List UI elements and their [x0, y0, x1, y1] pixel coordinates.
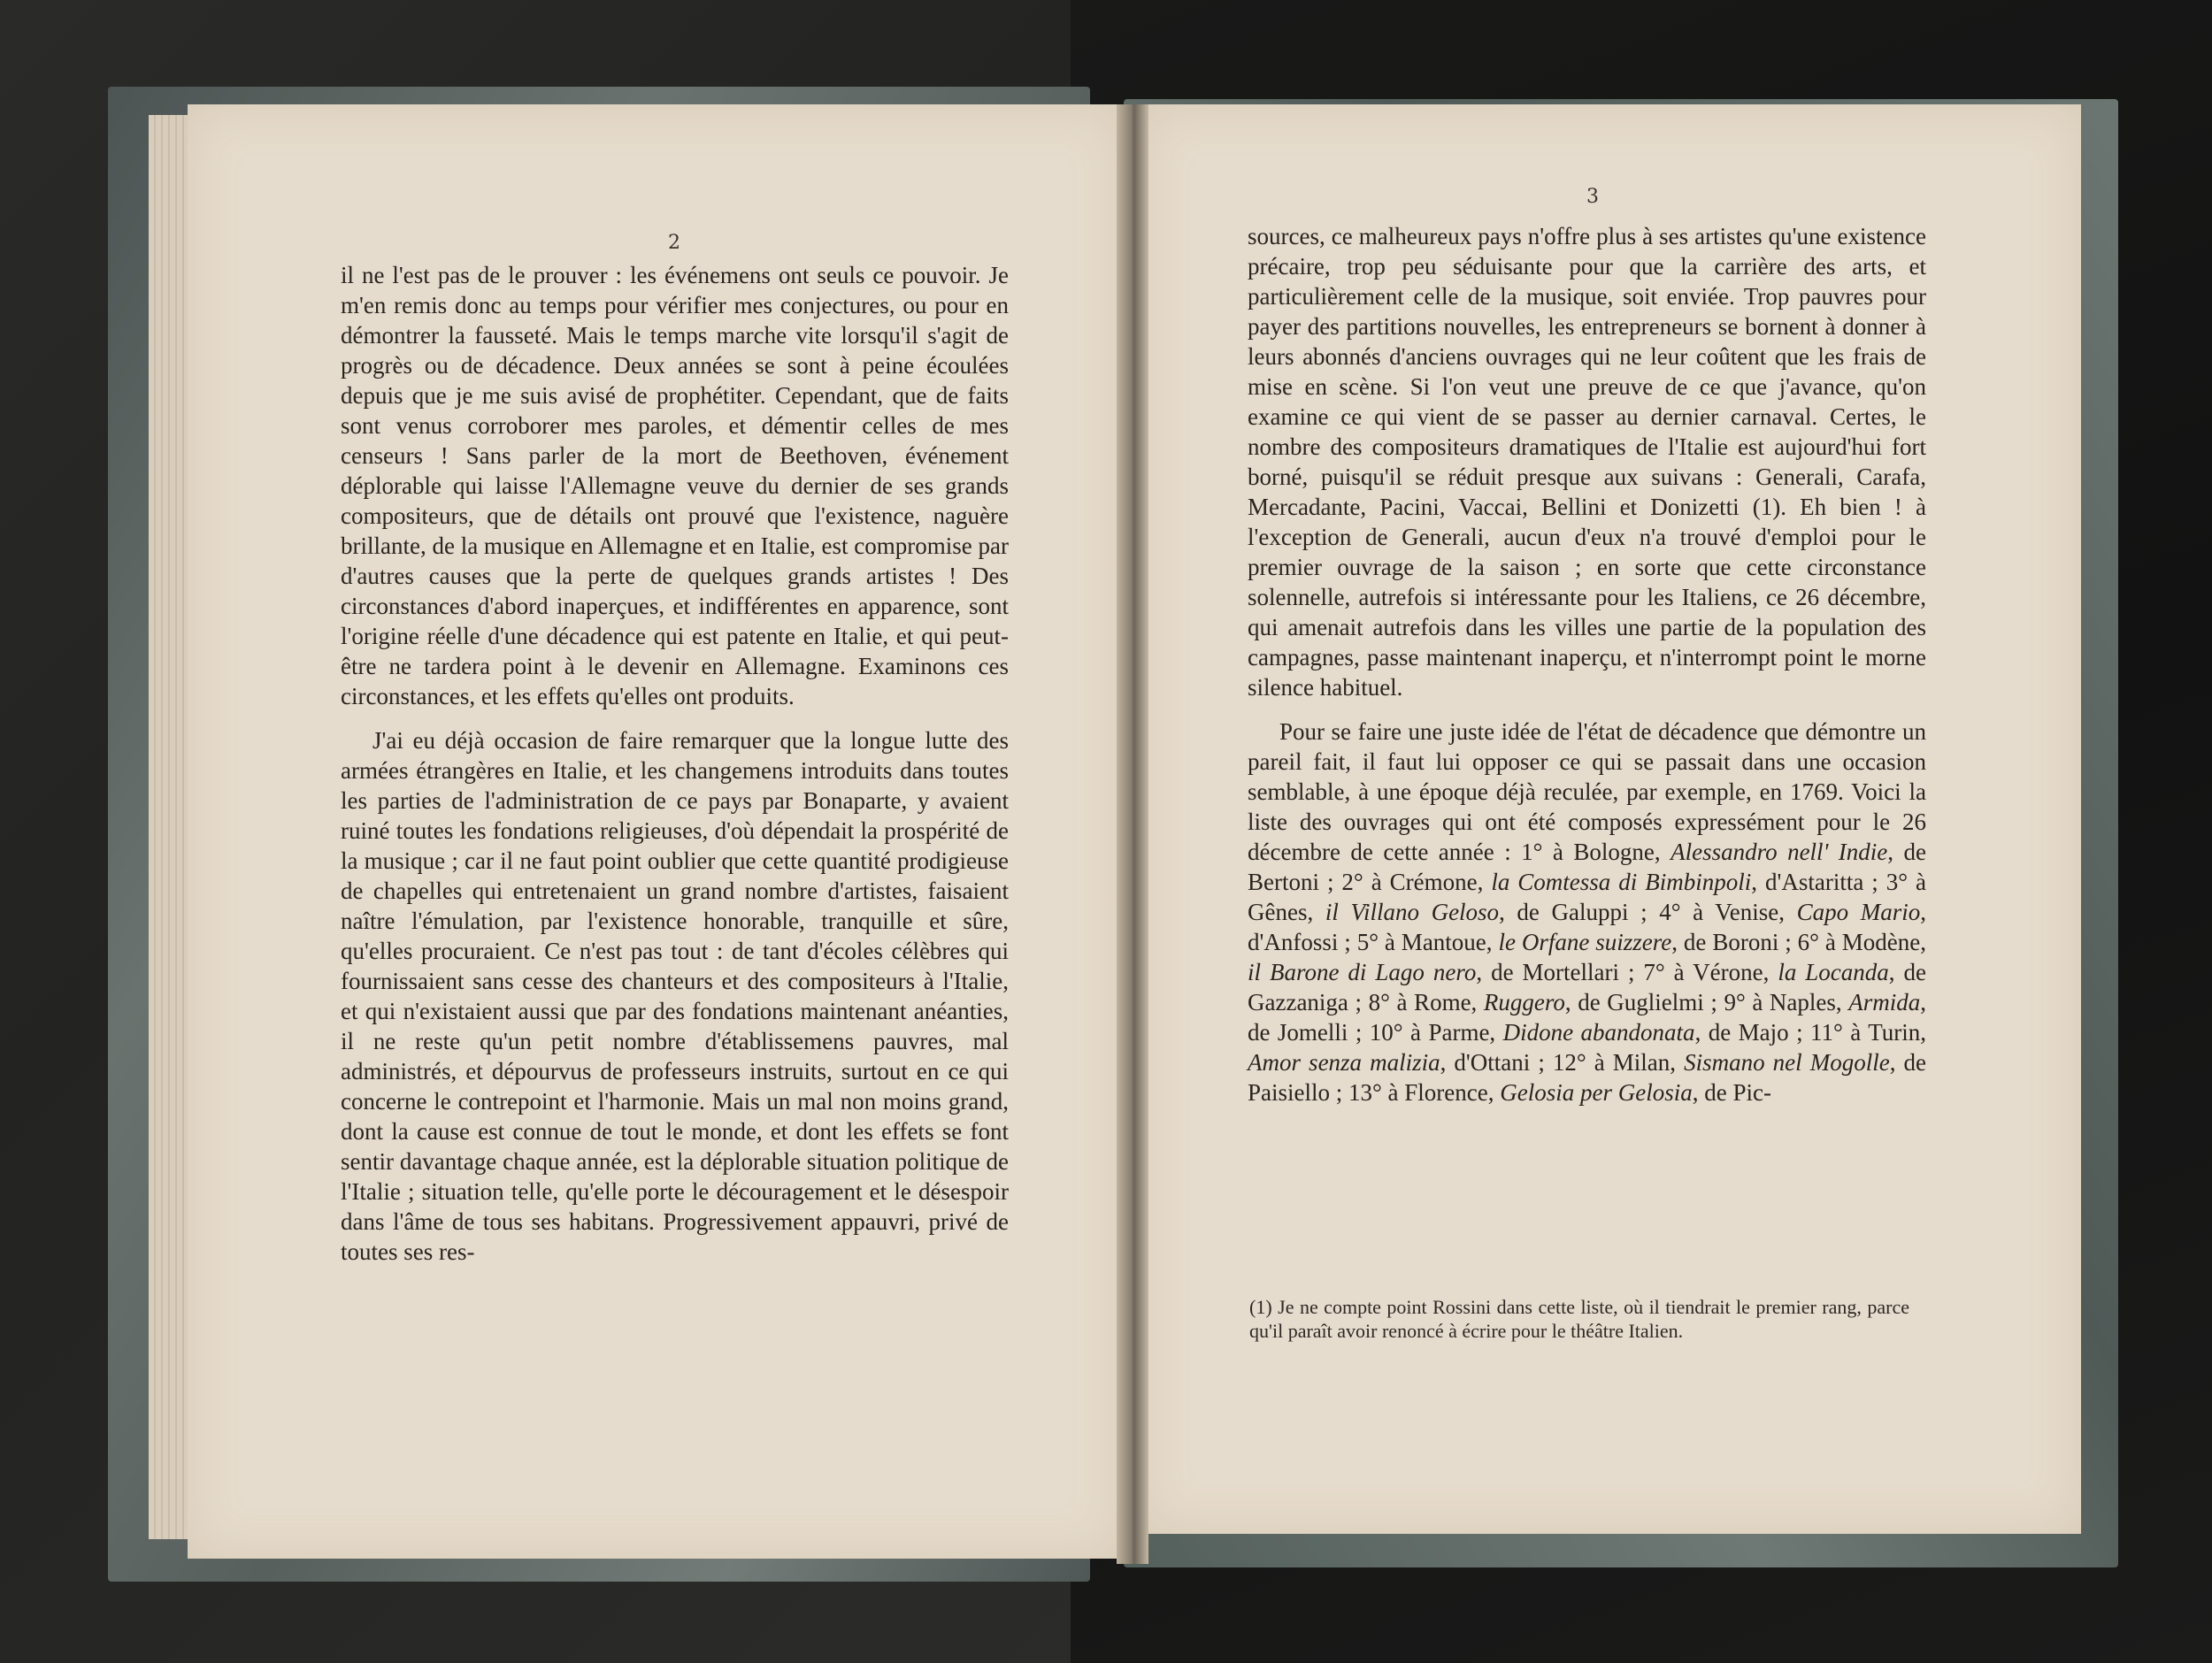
- opera-title: la Locanda: [1778, 959, 1889, 985]
- left-paragraph-1: il ne l'est pas de le prouver : les événemens ont seuls ce pouvoir. Je m'en remis donc au temps pour vérifier mes conjectures, ou pour en démontrer la fausseté. Mais le temps marche vite lorsqu'il s'agit de progrès ou de décadence. Deux années se sont à peine écoulées depuis que je me suis avisé de prophétiter. Cependant, que de faits sont venus corroborer mes paroles, et démentir celles de mes censeurs ! Sans parler de la mort de Beethoven, événement déplorable qui laisse l'Allemagne veuve du dernier de ses grands compositeurs, que de détails ont prouvé que l'existence, naguère brillante, de la musique en Allemagne et en Italie, est compromise par d'autres causes que la perte de quelques grands artistes ! Des circonstances d'abord inaperçues, et indifférentes en apparence, sont l'origine réelle d'une décadence qui est patente en Italie, et qui peut-être ne tardera point à le devenir en Allemagne. Examinons ces circonstances, et les effets qu'elles ont produits.: [341, 262, 1009, 709]
- opera-title: Sismano nel Mogolle: [1684, 1049, 1890, 1076]
- right-page-number: 3: [1586, 186, 1599, 208]
- text-run: , d'Astaritta ; 3° à Gênes,: [1248, 869, 1926, 925]
- page-edges: [149, 115, 193, 1539]
- opera-title: le Orfane suizzere: [1498, 929, 1672, 955]
- text-run: , de Jomelli ; 10° à Parme,: [1248, 989, 1927, 1046]
- opera-title: Armida: [1848, 989, 1921, 1015]
- text-run: , d'Ottani ; 12° à Milan,: [1440, 1049, 1685, 1076]
- right-page-text: [1248, 221, 1926, 1107]
- opera-title: Didone abandonata: [1502, 1019, 1695, 1046]
- bleed-through-text: [1699, 1358, 1893, 1384]
- text-run: , de Pic-: [1692, 1079, 1771, 1106]
- text-run: , de Mortellari ; 7° à Vérone,: [1476, 959, 1778, 985]
- opera-title: Gelosia per Gelosia: [1500, 1079, 1693, 1106]
- footnote: (1) Je ne compte point Rossini dans cette liste, où il tiendrait le premier rang, parce qu'il paraît avoir renoncé à écrire pour le théâtre Italien.: [1249, 1296, 1909, 1342]
- text-run: , de Bertoni ; 2° à Crémone,: [1248, 839, 1926, 895]
- opera-title: il Barone di Lago nero: [1248, 959, 1477, 985]
- left-page-text: [341, 260, 1009, 1267]
- right-paragraph-1: sources, ce malheureux pays n'offre plus à ses artistes qu'une existence précaire, trop peu séduisante pour que la carrière des arts, et particulièrement celle de la musique, soit enviée. Trop pauvres pour payer des partitions nouvelles, les entrepreneurs se bornent à donner à leurs abonnés d'anciens ouvrages qui ne leur coûtent que les frais de mise en scène. Si l'on veut une preuve de ce que j'avance, qu'on examine ce qui vient de se passer au dernier carnaval. Certes, le nombre des compositeurs dramatiques de l'Italie est aujourd'hui fort borné, puisqu'il se réduit presque aux suivans : Generali, Carafa, Mercadante, Pacini, Vaccai, Bellini et Donizetti (1). Eh bien ! à l'exception de Generali, aucun d'eux n'a trouvé d'emploi pour le premier ouvrage de la saison ; en sorte que cette circonstance solennelle, autrefois si intéressante pour les Italiens, ce 26 décembre, qui amenait autrefois dans les villes une partie de la population des campagnes, passe maintenant inaperçu, et n'interrompt point le morne silence habituel.: [1248, 223, 1926, 701]
- text-run: , d'Anfossi ; 5° à Mantoue,: [1248, 899, 1926, 955]
- book-gutter: [1117, 104, 1148, 1564]
- opera-title: il Villano Geloso: [1325, 899, 1500, 925]
- opera-title: la Comtessa di Bimbinpoli: [1491, 869, 1752, 895]
- opera-title: Capo Mario: [1796, 899, 1921, 925]
- text-run: , de Paisiello ; 13° à Florence,: [1248, 1049, 1926, 1106]
- right-paragraph-2: [1248, 717, 1926, 1107]
- text-run: , de Galuppi ; 4° à Venise,: [1499, 899, 1797, 925]
- text-run: Pour se faire une juste idée de l'état de décadence que démontre un pareil fait, il faut lui opposer ce qui se passait dans une occasion semblable, à une époque déjà reculée, par exemple, en 1769. Voici la liste des ouvrages qui ont été composés expressément pour le 26 décembre de cette année : 1° à Bologne,: [1248, 718, 1926, 865]
- left-paragraph-2: J'ai eu déjà occasion de faire remarquer que la longue lutte des armées étrangères en Italie, et les changemens introduits dans toutes les parties de l'administration de ce pays par Bonaparte, y avaient ruiné toutes les fondations religieuses, d'où dépendait la prospérité de la musique ; car il ne faut point oublier que cette quantité prodigieuse de chapelles qui entretenaient un grand nombre d'artistes, faisaient naître l'émulation, par l'existence honorable, tranquille et sûre, qu'elles procuraient. Ce n'est pas tout : de tant d'écoles célèbres qui fournissaient sans cesse des chanteurs et des compositeurs à l'Italie, et qui n'existaient aussi que par des fondations maintenant anéanties, il ne reste qu'un petit nombre d'établissemens pauvres, mal administrés, et dépourvus de professeurs instruits, surtout en ce qui concerne le contrepoint et l'harmonie. Mais un mal non moins grand, dont la cause est connue de tout le monde, et dont les effets se font sentir davantage chaque année, est la déplorable situation politique de l'Italie ; situation telle, qu'elle porte le découragement et le désespoir dans l'âme de tous ses habitans. Progressivement appauvri, privé de toutes ses res-: [341, 727, 1009, 1265]
- opera-title: Ruggero: [1483, 989, 1565, 1015]
- left-page-number: 2: [668, 232, 680, 254]
- text-run: , de Gazzaniga ; 8° à Rome,: [1248, 959, 1926, 1015]
- text-run: , de Majo ; 11° à Turin,: [1694, 1019, 1926, 1046]
- bleed-through-text: [681, 214, 1000, 241]
- opera-title: Alessandro nell' Indie: [1671, 839, 1888, 865]
- text-run: , de Guglielmi ; 9° à Naples,: [1564, 989, 1849, 1015]
- text-run: , de Boroni ; 6° à Modène,: [1671, 929, 1926, 955]
- opera-title: Amor senza malizia: [1248, 1049, 1440, 1076]
